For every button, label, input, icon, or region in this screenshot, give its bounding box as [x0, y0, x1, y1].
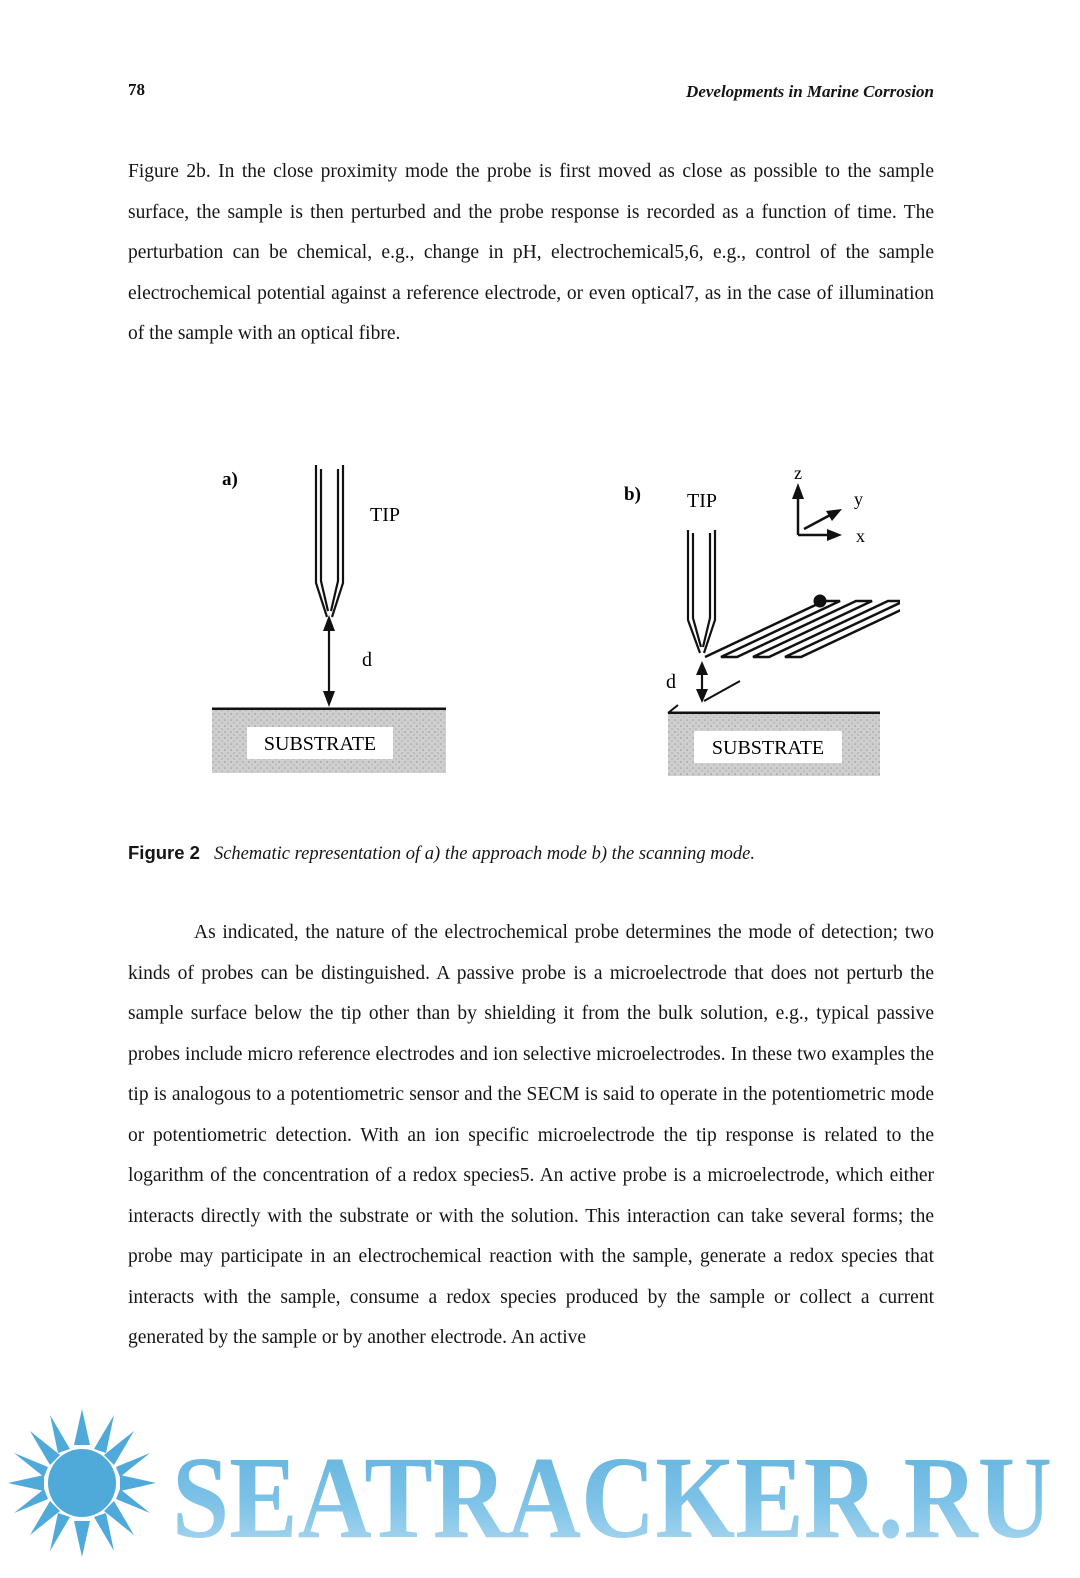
panel-a-distance-label: d: [362, 649, 372, 671]
axis-x-label: x: [856, 526, 865, 546]
panel-a-label: a): [222, 469, 238, 490]
figure-2-diagram: [200, 455, 900, 795]
watermark: [0, 1405, 1080, 1573]
watermark-text: SEATRACKER.RU: [172, 1432, 1052, 1563]
panel-b-tip-label: TIP: [687, 490, 717, 512]
watermark-graphic: [0, 1405, 1080, 1573]
panel-b-start-dot: [814, 595, 827, 608]
paragraph-probe-types: As indicated, the nature of the electrochemical probe determines the mode of detection; two kinds of probes can be distinguished. A passive probe is a microelectrode that does not perturb the sample surface below the tip other than by shielding it from the bulk solution, e.g., typical passive probes include micro reference electrodes and ion selective microelectrodes. In these two examples the tip is analogous to a potentiometric sensor and the SECM is said to operate in the potentiometric mode or potentiometric detection. With an ion specific microelectrode the tip response is related to the logarithm of the concentration of a redox species5. An active probe is a microelectrode, which either interacts directly with the substrate or with the solution. This interaction can take several forms; the probe may participate in an electrochemical reaction with the sample, generate a redox species that interacts with the sample, consume a redox species produced by the sample or collect a current generated by the sample or by another electrode. An active: [128, 922, 934, 1348]
panel-b-scan-path: [705, 601, 900, 657]
axis-z-label: z: [794, 463, 802, 483]
sun-icon: [8, 1409, 156, 1557]
panel-b-distance-arrow: [696, 661, 740, 703]
panel-a-tip-icon: [316, 465, 343, 617]
panel-b-label: b): [624, 484, 641, 505]
panel-b-axes-icon: [792, 483, 842, 541]
panel-a-distance-arrow: [323, 615, 335, 707]
panel-b-tip-icon: [688, 530, 715, 653]
running-title: Developments in Marine Corrosion: [686, 82, 934, 101]
figure-caption: [128, 842, 755, 865]
caption-text: Schematic representation of a) the approach mode b) the scanning mode.: [213, 844, 755, 864]
panel-b-substrate-label: SUBSTRATE: [711, 737, 825, 759]
page-number: 78: [128, 80, 145, 99]
figure-2: [200, 455, 900, 795]
panel-b: [624, 463, 900, 776]
panel-a-tip-label: TIP: [370, 504, 400, 526]
panel-a-substrate-label: SUBSTRATE: [263, 733, 377, 755]
paragraph-close-proximity: Figure 2b. In the close proximity mode the probe is first moved as close as possible to the sample surface, the sample is then perturbed and the probe response is recorded as a function of time. The perturbation can be chemical, e.g., change in pH, electrochemical5,6, e.g., control of the sample electrochemical potential against a reference electrode, or even optical7, as in the case of illumination of the sample with an optical fibre.: [128, 161, 934, 344]
caption-label: Figure 2: [128, 842, 200, 863]
panel-b-distance-label: d: [666, 671, 676, 693]
panel-a: [212, 465, 446, 773]
axis-y-label: y: [854, 489, 863, 509]
page-header: [128, 80, 934, 110]
